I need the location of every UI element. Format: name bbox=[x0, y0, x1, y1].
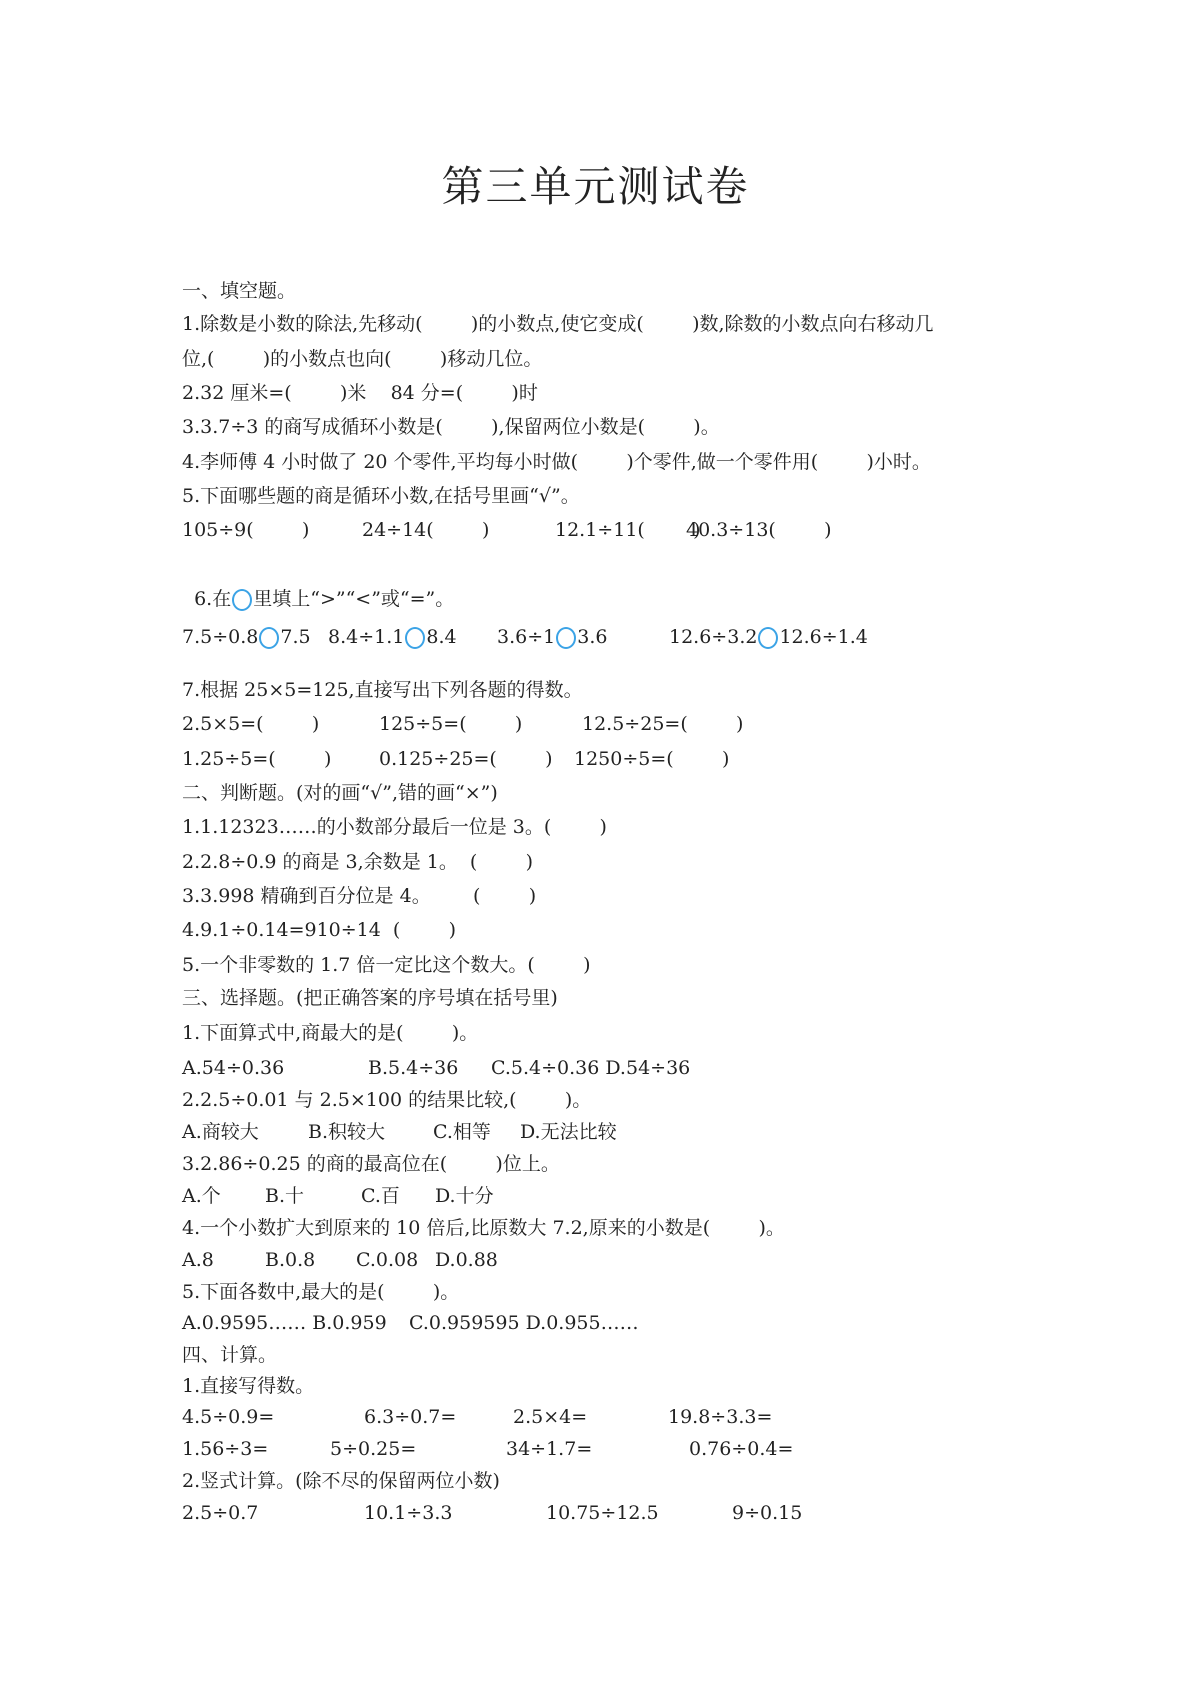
option: A.商较大 bbox=[182, 1121, 259, 1143]
calc-item: 6.3÷0.7= bbox=[364, 1406, 457, 1428]
q5-item: 40.3÷13( ) bbox=[686, 519, 832, 541]
calc-item: 5÷0.25= bbox=[330, 1438, 417, 1460]
question-1-1-line2: 位,( )的小数点也向( )移动几位。 bbox=[182, 348, 543, 370]
q5-item: 12.1÷11( ) bbox=[555, 519, 701, 541]
q7-item: 125÷5=( ) bbox=[379, 713, 523, 735]
choice-question-2: 2.2.5÷0.01 与 2.5×100 的结果比较,( )。 bbox=[182, 1089, 592, 1111]
judge-item: 4.9.1÷0.14=910÷14 ( ) bbox=[182, 919, 457, 941]
section-3-heading: 三、选择题。(把正确答案的序号填在括号里) bbox=[182, 987, 558, 1009]
calc-item: 2.5÷0.7 bbox=[182, 1502, 259, 1524]
answer-circle[interactable] bbox=[259, 627, 279, 649]
comparison-right: 8.4 bbox=[426, 626, 457, 648]
q7-item: 1250÷5=( ) bbox=[574, 748, 730, 770]
comparison-right: 7.5 bbox=[280, 626, 311, 648]
option: A.8 bbox=[182, 1249, 214, 1271]
judge-item: 3.3.998 精确到百分位是 4。 ( ) bbox=[182, 885, 537, 907]
page-title: 第三单元测试卷 bbox=[441, 162, 750, 211]
choice-question-4: 4.一个小数扩大到原来的 10 倍后,比原数大 7.2,原来的小数是( )。 bbox=[182, 1217, 785, 1239]
question-1-7-row1 bbox=[0, 711, 1191, 737]
comparison-left: 8.4÷1.1 bbox=[328, 626, 405, 648]
option: C.5.4÷0.36 D.54÷36 bbox=[491, 1057, 691, 1079]
section-4-heading: 四、计算。 bbox=[182, 1344, 278, 1366]
calc-row-2 bbox=[0, 1436, 1191, 1462]
option: A.个 bbox=[182, 1185, 221, 1207]
q5-item: 24÷14( ) bbox=[362, 519, 490, 541]
choice-options-1 bbox=[0, 1055, 1191, 1081]
calc-question-2: 2.竖式计算。(除不尽的保留两位小数) bbox=[182, 1470, 500, 1492]
option: D.无法比较 bbox=[520, 1121, 617, 1143]
calc-item: 34÷1.7= bbox=[506, 1438, 593, 1460]
option: B.5.4÷36 bbox=[368, 1057, 459, 1079]
q5-item: 105÷9( ) bbox=[182, 519, 310, 541]
q6-text-a: 6.在 bbox=[194, 588, 232, 610]
q7-item: 12.5÷25=( ) bbox=[582, 713, 744, 735]
question-1-5: 5.下面哪些题的商是循环小数,在括号里画“√”。 bbox=[182, 485, 580, 507]
choice-question-3: 3.2.86÷0.25 的商的最高位在( )位上。 bbox=[182, 1153, 560, 1175]
calc-item: 9÷0.15 bbox=[732, 1502, 803, 1524]
comparison-left: 7.5÷0.8 bbox=[182, 626, 259, 648]
calc-question-1: 1.直接写得数。 bbox=[182, 1375, 315, 1397]
circle-icon bbox=[232, 589, 252, 611]
calc-item: 10.1÷3.3 bbox=[364, 1502, 453, 1524]
comparison-left: 3.6÷1 bbox=[497, 626, 556, 648]
choice-options-2 bbox=[0, 1119, 1191, 1145]
calc-item: 1.56÷3= bbox=[182, 1438, 269, 1460]
question-1-7: 7.根据 25×5=125,直接写出下列各题的得数。 bbox=[182, 679, 583, 701]
question-1-6 bbox=[182, 560, 455, 610]
comparison-item bbox=[328, 624, 457, 650]
question-1-2: 2.32 厘米=( )米 84 分=( )时 bbox=[182, 382, 538, 404]
q7-item: 1.25÷5=( ) bbox=[182, 748, 332, 770]
comparison-item bbox=[497, 624, 607, 650]
option: D.十分 bbox=[435, 1185, 494, 1207]
option: A.0.9595…… B.0.959 bbox=[182, 1312, 387, 1334]
section-1-heading: 一、填空题。 bbox=[182, 280, 297, 302]
q7-item: 0.125÷25=( ) bbox=[379, 748, 553, 770]
comparison-right: 12.6÷1.4 bbox=[779, 626, 868, 648]
q7-item: 2.5×5=( ) bbox=[182, 713, 320, 735]
question-1-1-line1: 1.除数是小数的除法,先移动( )的小数点,使它变成( )数,除数的小数点向右移动几 bbox=[182, 313, 934, 335]
option: C.百 bbox=[361, 1185, 400, 1207]
judge-item: 2.2.8÷0.9 的商是 3,余数是 1。 ( ) bbox=[182, 851, 534, 873]
calc-item: 19.8÷3.3= bbox=[668, 1406, 773, 1428]
question-1-4: 4.李师傅 4 小时做了 20 个零件,平均每小时做( )个零件,做一个零件用( )小时。 bbox=[182, 451, 931, 473]
option: B.十 bbox=[265, 1185, 305, 1207]
comparison-right: 3.6 bbox=[577, 626, 608, 648]
choice-question-5: 5.下面各数中,最大的是( )。 bbox=[182, 1281, 460, 1303]
calc-row-1 bbox=[0, 1404, 1191, 1430]
question-1-3: 3.3.7÷3 的商写成循环小数是( ),保留两位小数是( )。 bbox=[182, 416, 720, 438]
q6-text-b: 里填上“>”“<”或“=”。 bbox=[253, 588, 455, 610]
section-2-heading: 二、判断题。(对的画“√”,错的画“×”) bbox=[182, 782, 498, 804]
comparison-left: 12.6÷3.2 bbox=[669, 626, 758, 648]
question-1-7-row2 bbox=[0, 746, 1191, 772]
calc-item: 10.75÷12.5 bbox=[546, 1502, 659, 1524]
calc-item: 4.5÷0.9= bbox=[182, 1406, 275, 1428]
answer-circle[interactable] bbox=[405, 627, 425, 649]
choice-options-4 bbox=[0, 1247, 1191, 1273]
question-1-6-items bbox=[0, 624, 1191, 650]
choice-options-5 bbox=[0, 1310, 1191, 1336]
calc-item: 2.5×4= bbox=[513, 1406, 588, 1428]
option: C.0.08 bbox=[356, 1249, 419, 1271]
option: D.0.88 bbox=[435, 1249, 498, 1271]
option: C.相等 bbox=[433, 1121, 491, 1143]
option: B.积较大 bbox=[308, 1121, 386, 1143]
option: C.0.959595 D.0.955…… bbox=[409, 1312, 639, 1334]
choice-question-1: 1.下面算式中,商最大的是( )。 bbox=[182, 1022, 479, 1044]
calc-item: 0.76÷0.4= bbox=[689, 1438, 794, 1460]
judge-item: 1.1.12323……的小数部分最后一位是 3。( ) bbox=[182, 816, 607, 838]
judge-item: 5.一个非零数的 1.7 倍一定比这个数大。( ) bbox=[182, 954, 591, 976]
option: B.0.8 bbox=[265, 1249, 316, 1271]
answer-circle[interactable] bbox=[758, 627, 778, 649]
option: A.54÷0.36 bbox=[182, 1057, 285, 1079]
calc-row-3 bbox=[0, 1500, 1191, 1526]
comparison-item bbox=[669, 624, 868, 650]
choice-options-3 bbox=[0, 1183, 1191, 1209]
comparison-item bbox=[182, 624, 311, 650]
question-1-5-items bbox=[0, 517, 1191, 543]
answer-circle[interactable] bbox=[556, 627, 576, 649]
